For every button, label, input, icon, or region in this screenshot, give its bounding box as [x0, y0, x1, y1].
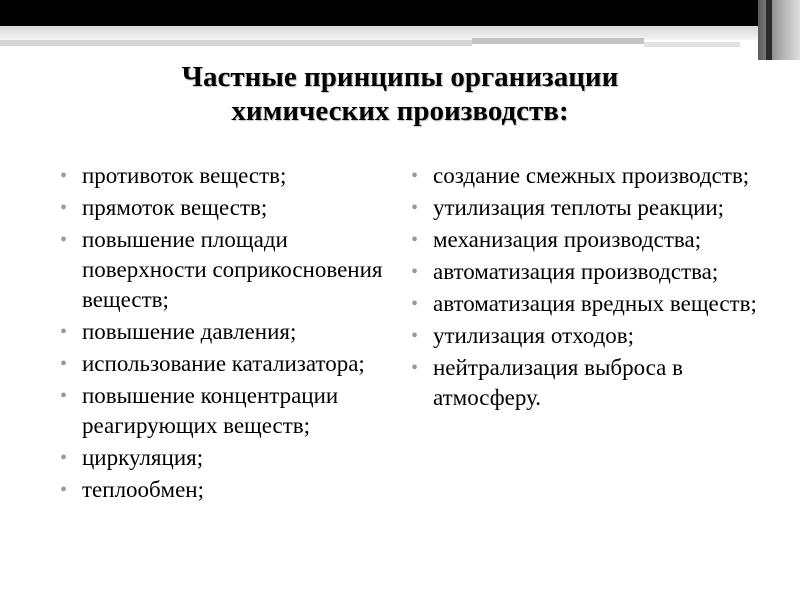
list-item-text: противоток веществ; — [82, 163, 287, 188]
slide-title-line-1: Частные принципы организации — [181, 61, 619, 93]
bullet-icon: • — [411, 197, 419, 219]
bullet-icon: • — [411, 261, 419, 283]
bullet-icon: • — [60, 197, 68, 219]
list-item — [56, 475, 396, 505]
top-decorative-stripe — [0, 26, 800, 40]
list-item — [56, 161, 396, 191]
list-item — [407, 353, 759, 413]
list-item-text: утилизация теплоты реакции; — [433, 195, 725, 220]
list-item — [56, 225, 396, 315]
list-item — [56, 193, 396, 223]
list-item — [407, 225, 759, 255]
list-item — [407, 321, 759, 351]
bullet-icon: • — [60, 353, 68, 375]
list-item-text: теплообмен; — [82, 477, 204, 502]
corner-decoration — [758, 0, 800, 60]
list-item — [56, 317, 396, 347]
list-item — [407, 289, 759, 319]
bullet-icon: • — [411, 357, 419, 379]
list-item-text: прямоток веществ; — [82, 195, 268, 220]
bullet-icon: • — [60, 385, 68, 407]
list-item — [56, 349, 396, 379]
top-decorative-line — [0, 40, 472, 46]
list-item — [56, 443, 396, 473]
bullet-icon: • — [60, 165, 68, 187]
right-bullet-list — [407, 161, 759, 415]
left-bullet-list — [56, 161, 396, 507]
top-decorative-bar — [0, 0, 800, 26]
list-item — [407, 193, 759, 223]
list-item-text: механизация производства; — [433, 227, 702, 252]
bullet-icon: • — [411, 293, 419, 315]
bullet-icon: • — [411, 165, 419, 187]
bullet-icon: • — [411, 325, 419, 347]
list-item — [407, 257, 759, 287]
list-item-text: создание смежных производств; — [433, 163, 750, 188]
list-item-text: использование катализатора; — [82, 351, 365, 376]
bullet-icon: • — [60, 447, 68, 469]
list-item — [407, 161, 759, 191]
list-item-text: повышение площади поверхности соприкосновения веществ; — [82, 227, 383, 312]
top-decorative-line — [644, 42, 740, 47]
list-item-text: повышение давления; — [82, 319, 297, 344]
list-item-text: циркуляция; — [82, 445, 204, 470]
list-item-text: автоматизация вредных веществ; — [433, 291, 757, 316]
list-item-text: автоматизация производства; — [433, 259, 719, 284]
top-decorative-line — [472, 38, 644, 44]
list-item — [56, 381, 396, 441]
slide-title-line-2: химических производств: — [231, 95, 569, 127]
list-item-text: повышение концентрации реагирующих веществ; — [82, 383, 339, 438]
bullet-icon: • — [411, 229, 419, 251]
bullet-icon: • — [60, 479, 68, 501]
bullet-icon: • — [60, 229, 68, 251]
slide-title — [60, 60, 740, 128]
list-item-text: утилизация отходов; — [433, 323, 635, 348]
bullet-icon: • — [60, 321, 68, 343]
list-item-text: нейтрализация выброса в атмосферу. — [433, 355, 683, 410]
